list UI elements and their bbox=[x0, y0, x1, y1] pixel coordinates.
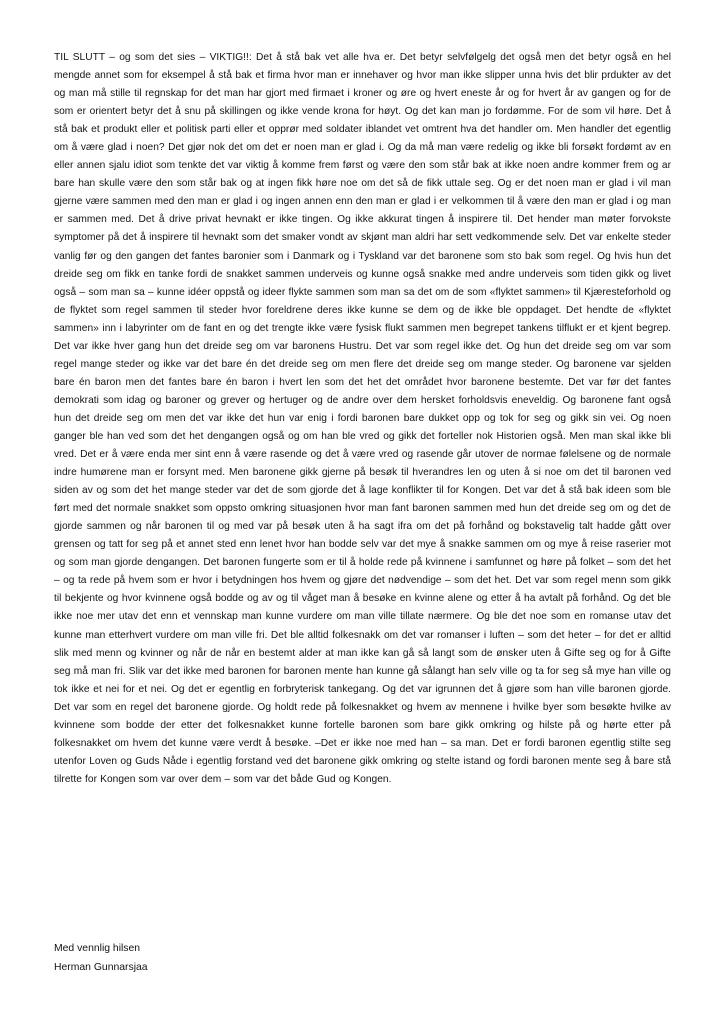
letter-body: TIL SLUTT – og som det sies – VIKTIG!!: Det å stå bak vet alle hva er. Det betyr selvfølgelg det også men det betyr også en hel mengde annet som for eksempel å stå bak et firma hvor man er innehaver og hvor man ikke slipper unna hvis det blir prdukter av det og man må stille til regnskap for det man har gjort med firmaet i kroner og øre og hvert eneste år og for hvert år av gangen og for de som er orientert betyr det å snu på skillingen og ikke vende krona for høyt. Og det kan man jo fordømme. For de som vil høre. Det å stå bak et produkt eller et politisk parti eller et opprør med soldater iblandet vet omtrent hva det handler om. Men handler det egentlig om å være glad i noen? Det gjør nok det om det er noen man er glad i. Og da må man være redelig og ikke bli forsøkt fordømt av en eller annen sjalu idiot som tenkte det var viktig å komme frem først og være den som står bak at ikke noen andre kommer frem og ar bare han skulle være den som står bak og at ingen fikk høre noe om det så de fikk uttale seg. Og er det noen man er glad i vil man gjerne være sammen med den man er glad i og ingen annen enn den man er glad i er velkommen til å være den man er glad i og man er sammen med. Det å drive privat hevnakt er ikke tingen. Og ikke akkurat tingen å inspirere til. Det hender man møter forvokste symptomer på det å inspirere til hevnakt som det smaker vondt av skjønt man aldri har sett vedkommende selv. Det var enkelte steder vanlig før og den gangen det fantes baronier som i Danmark og i Tyskland var det baronene som sto bak som regel. Og hvis hun det dreide seg om fikk en tanke fordi de snakket sammen underveis og kunne også snakke med andre underveis som tiden gikk og livet også – som man sa – kunne idéer oppstå og ideer flykte sammen som man sa det om de som «flyktet sammen» til Kjæresteforhold og de flyktet som regel sammen til steder hvor foreldrene deres ikke kunne se dem og de ikke ble oppdaget. Det hendte de «flyktet sammen» inn i labyrinter om de fant en og det trengte ikke være fysisk flukt sammen men begrepet tankens tilflukt er et kjent begrep. Det var ikke hver gang hun det dreide seg om var baronens Hustru. Det var som regel ikke det. Og hun det dreide seg om var som regel mange steder og ikke var det bare én det dreide seg om men flere det dreide seg om mange steder. Og baronene var sjelden bare én baron men det fantes bare én baron i hvert len som det het det området hvor baronene bestemte. Det var før det fantes demokrati som idag og baroner og grever og hertuger og de andre over dem hersket forholdsvis eneveldig. Og baronene fant også hun det dreide seg om men det var ikke det hun var enig i fordi baronen bare dukket opp og tok for seg og gikk sin vei. Og noen ganger ble han ved som det het dengangen også og om han ble vred og gikk det forteller nok Historien også. Men man skal ikke bli vred. Det er å være enda mer sint enn å være rasende og det å være vred og rasende går utover de normae følelsene og de normale indre humørene man er forsynt med. Men baronene gikk gjerne på besøk til hverandres len og uten å si noe om det til baronen ved siden av og som det het mange steder var det de som gjorde det å lage konflikter til for Kongen. Det var det å stå bak ideen som ble ført med det normale snakket som oppsto omkring situasjonen hvor man fant baronen sammen med hun det dreide seg om og det de gjorde sammen og når baronen til og med var på besøk uten å ha sagt ifra om det på forhånd og bokstavelig talt hadde gått over grensen og tatt for seg på et annet sted enn lenet hvor han bodde selv var det mye å snakke sammen om og mye å reise raserier mot og som man gjorde dengangen. Det baronen fungerte som er til å holde rede på kvinnene i samfunnet og høre på folket – som det het – og ta rede på hvem som er hvor i betydningen hos hvem og gjøre det nødvendige – som det het. Det var som regel menn som gikk til bekjente og hvor kvinnene også bodde og av og til våget man å besøke en kvinne alene og etter å ha avtalt på forhånd. Og det ble ikke noe mer utav det enn et vennskap man kunne vurdere om man ville tillate nærmere. Og ble det noe som en romanse utav det kunne man etterhvert vurdere om man ville fri. Det ble alltid folkesnakk om det var romanser i luften – som det heter – for det er alltid slik med menn og kvinner og når de når en bestemt alder at man ikke kan gå så langt som de ønsker uten å Gifte seg og for å Gifte seg må man fri. Slik var det ikke med baronen for baronen mente han kunne gå sålangt han selv ville og ta for seg så mye han ville og tok ikke et nei for et nei. Og det er egentlig en forbryterisk tankegang. Og det var igrunnen det å gjøre som han ville baronen gjorde. Det var som en regel det baronene gjorde. Og holdt rede på folkesnakket og hvem av mennene i hvilke byer som besøkte hvilke av kvinnene som bodde der etter det folkesnakket kunne fortelle baronen som bare gikk omkring og hilste på og hørte etter på folkesnakket om hvem det kunne være verdt å besøke. –Det er ikke noe med han – sa man. Det er fordi baronen egentlig stilte seg utenfor Loven og Guds Nåde i egentlig forstand ved det baronene gikk omkring og stelte istand og fordi baronen mente seg å bare stå tilrette for Kongen som var over dem – som var det både Gud og Kongen. bbox=[54, 52, 671, 785]
letter-signoff bbox=[54, 940, 148, 977]
signature-name: Herman Gunnarsjaa bbox=[54, 961, 148, 973]
closing-line: Med vennlig hilsen bbox=[54, 943, 141, 954]
